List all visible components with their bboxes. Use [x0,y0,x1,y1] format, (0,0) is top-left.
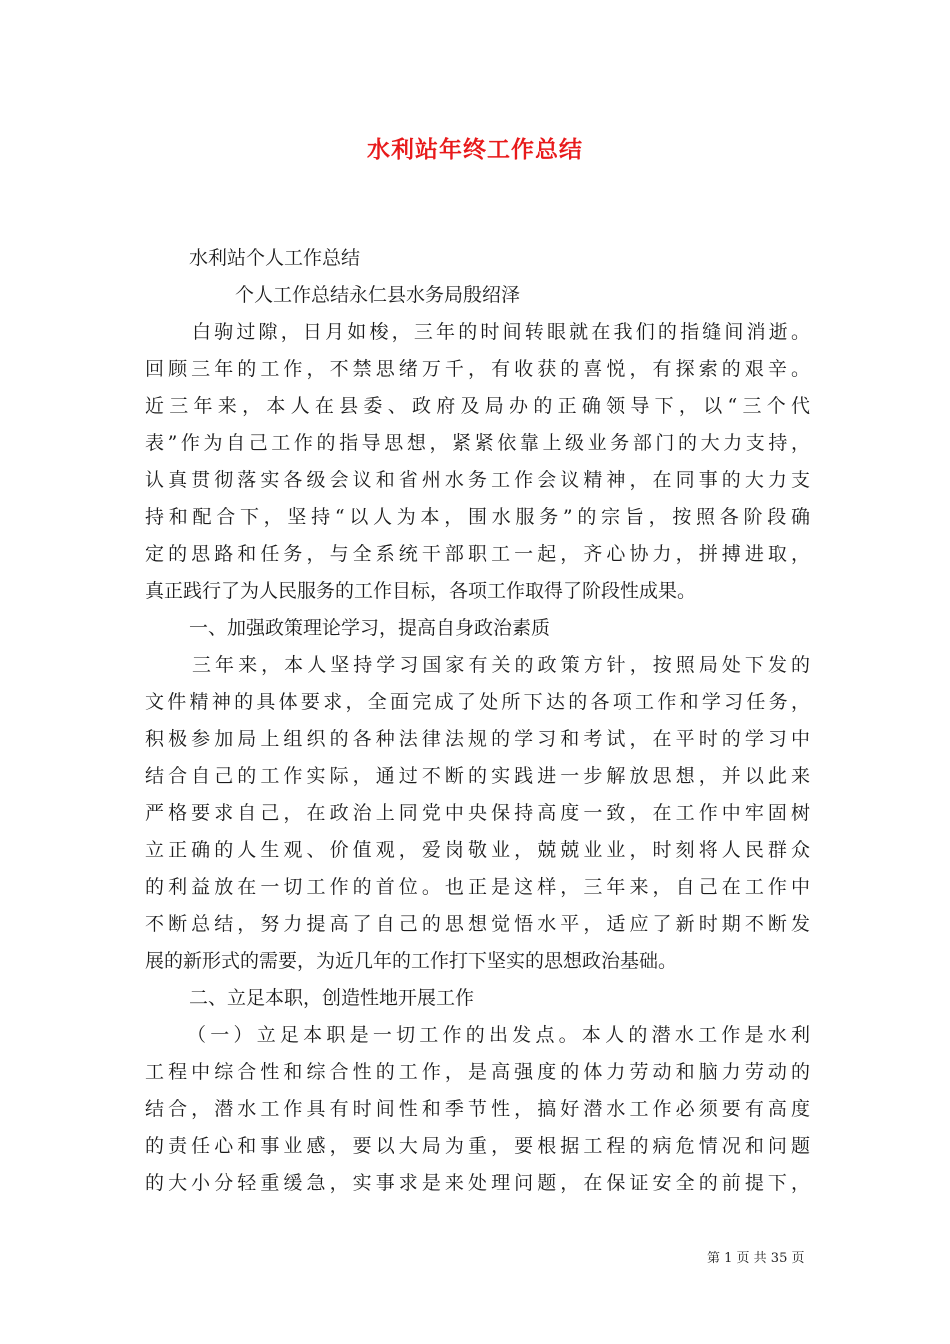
section1-line: 立正确的人生观、价值观，爱岗敬业，兢兢业业，时刻将人民群众 [145,839,810,861]
section2-line: 的大小分轻重缓急，实事求是来处理问题，在保证安全的前提下， [145,1172,810,1194]
section-heading: 一、加强政策理论学习，提高自身政治素质 [189,617,551,639]
section1-line: 结合自己的工作实际，通过不断的实践进一步解放思想，并以此来 [145,765,810,787]
section1-line: 的利益放在一切工作的首位。也正是这样，三年来，自己在工作中 [145,876,810,898]
author-line: 个人工作总结永仁县水务局殷绍泽 [235,284,521,306]
section2-line: 工程中综合性和综合性的工作，是高强度的体力劳动和脑力劳动的 [145,1061,810,1083]
section2-line: （一）立足本职是一切工作的出发点。本人的潜水工作是水利 [187,1024,810,1046]
section1-line: 不断总结，努力提高了自己的思想觉悟水平，适应了新时期不断发 [145,913,810,935]
intro-line: 回顾三年的工作，不禁思绪万千，有收获的喜悦，有探索的艰辛。 [145,358,810,380]
section-heading: 二、立足本职，创造性地开展工作 [189,987,475,1009]
section2-line: 结合，潜水工作具有时间性和季节性，搞好潜水工作必须要有高度 [145,1098,810,1120]
document-body [145,240,810,1202]
section2-line: 的责任心和事业感，要以大局为重，要根据工程的病危情况和问题 [145,1135,810,1157]
subtitle: 水利站个人工作总结 [189,247,361,269]
page-number: 第 1 页 共 35 页 [707,1251,805,1266]
intro-line: 白驹过隙，日月如梭，三年的时间转眼就在我们的指缝间消逝。 [192,321,810,343]
section1-line: 严格要求自己，在政治上同党中央保持高度一致，在工作中牢固树 [145,802,810,824]
intro-line: 定的思路和任务，与全系统干部职工一起，齐心协力，拼搏进取， [145,543,810,565]
intro-line: 表”作为自己工作的指导思想，紧紧依靠上级业务部门的大力支持， [145,432,810,454]
document-title: 水利站年终工作总结 [367,136,583,163]
intro-line: 近三年来，本人在县委、政府及局办的正确领导下，以“三个代 [145,395,810,417]
section1-line: 积极参加局上组织的各种法律法规的学习和考试，在平时的学习中 [145,728,810,750]
intro-line: 认真贯彻落实各级会议和省州水务工作会议精神，在同事的大力支 [145,469,810,491]
section1-line: 文件精神的具体要求，全面完成了处所下达的各项工作和学习任务， [145,691,810,713]
section1-line: 展的新形式的需要，为近几年的工作打下坚实的思想政治基础。 [145,950,678,972]
section1-line: 三年来，本人坚持学习国家有关的政策方针，按照局处下发的 [192,654,810,676]
intro-line: 真正践行了为人民服务的工作目标，各项工作取得了阶段性成果。 [145,580,697,602]
intro-line: 持和配合下，坚持“以人为本，围水服务”的宗旨，按照各阶段确 [145,506,810,528]
